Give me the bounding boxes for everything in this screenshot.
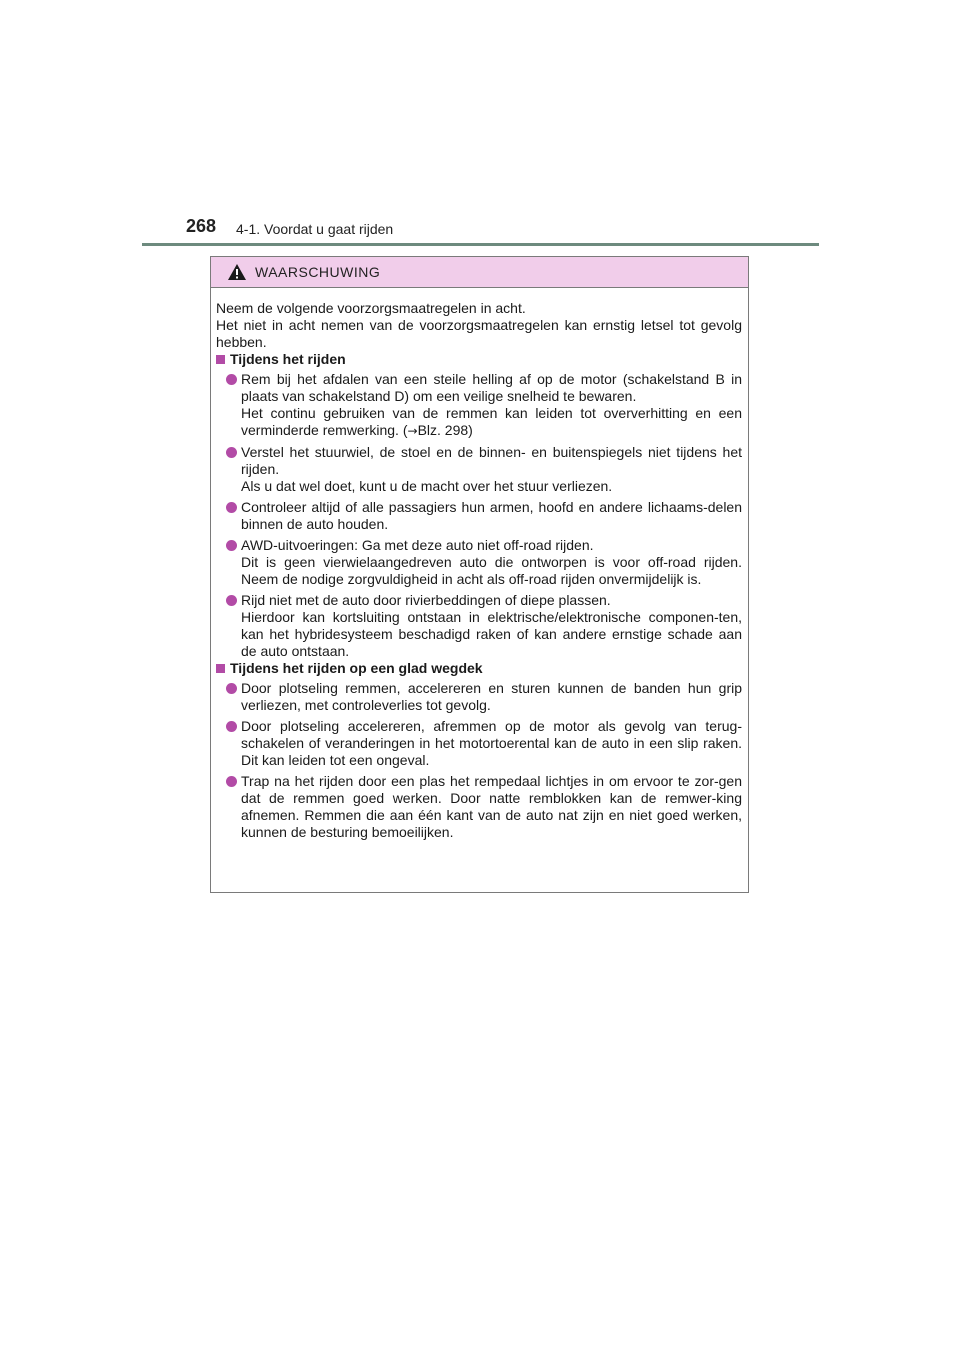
section-heading (216, 660, 742, 677)
item-text: AWD-uitvoeringen: Ga met deze auto niet off-road rijden. (241, 537, 594, 553)
square-bullet-icon (216, 664, 225, 673)
list-item (216, 371, 742, 440)
list-item (216, 718, 742, 769)
page-number: 268 (186, 216, 217, 236)
item-text: Als u dat wel doet, kunt u de macht over het stuur verliezen. (241, 478, 613, 494)
section-heading-text: Tijdens het rijden (230, 351, 346, 367)
item-text: Verstel het stuurwiel, de stoel en de binnen- en buitenspiegels niet tijdens het rijden. (241, 444, 742, 477)
section-heading (216, 351, 742, 368)
item-text: Controleer altijd of alle passagiers hun armen, hoofd en andere lichaams-delen binnen de auto houden. (241, 499, 742, 532)
warning-intro-line: Het niet in acht nemen van de voorzorgsmaatregelen kan ernstig letsel tot gevolg hebben. (216, 317, 742, 350)
bullet-dot-icon (226, 540, 237, 551)
item-text-prefix: Het continu gebruiken van de remmen kan leiden tot oververhitting en een verminderde remwerking. ( (241, 405, 742, 438)
bullet-dot-icon (226, 776, 237, 787)
warning-body (211, 288, 748, 841)
item-text: Hierdoor kan kortsluiting ontstaan in elektrische/elektronische componen-ten, kan het hybridesysteem beschadigd raken of kan andere ernstige schade aan de auto ontstaan. (241, 609, 742, 659)
warning-label: WAARSCHUWING (255, 264, 381, 280)
list-item (216, 444, 742, 495)
arrow-right-icon: → (407, 424, 418, 438)
warning-box (210, 256, 749, 893)
list-item (216, 537, 742, 588)
item-text: Dit is geen vierwielaangedreven auto die ontworpen is voor off-road rijden. Neem de nodige zorgvuldigheid in acht als off-road rijden onvermijdelijk is. (241, 554, 742, 587)
warning-intro-line: Neem de volgende voorzorgsmaatregelen in acht. (216, 300, 526, 316)
bullet-dot-icon (226, 502, 237, 513)
list-item (216, 680, 742, 714)
list-item (216, 499, 742, 533)
list-item (216, 773, 742, 841)
bullet-dot-icon (226, 595, 237, 606)
warning-header (211, 257, 748, 288)
item-text: Rijd niet met de auto door rivierbeddingen of diepe plassen. (241, 592, 611, 608)
bullet-dot-icon (226, 683, 237, 694)
bullet-dot-icon (226, 374, 237, 385)
item-text: Door plotseling accelereren, afremmen op de motor als gevolg van terug-schakelen of veranderingen in het motortoerental kan de auto in een slip raken. Dit kan leiden tot een ongeval. (241, 718, 742, 768)
item-text: Rem bij het afdalen van een steile helling af op de motor (schakelstand B in plaats van schakelstand D) om een veilige snelheid te bewaren. (241, 371, 742, 404)
section-title: 4-1. Voordat u gaat rijden (236, 221, 394, 237)
bullet-dot-icon (226, 721, 237, 732)
item-text: Door plotseling remmen, accelereren en sturen kunnen de banden hun grip verliezen, met controleverlies tot gevolg. (241, 680, 742, 713)
page-reference: Blz. 298) (417, 422, 473, 438)
section-heading-text: Tijdens het rijden op een glad wegdek (230, 660, 483, 676)
list-item (216, 592, 742, 660)
square-bullet-icon (216, 355, 225, 364)
header-divider (142, 243, 819, 246)
item-text (241, 405, 742, 440)
bullet-dot-icon (226, 447, 237, 458)
item-text: Trap na het rijden door een plas het rempedaal lichtjes in om ervoor te zor-gen dat de remmen goed werken. Door natte remblokken kan de remwer-king afnemen. Remmen die aan één kant van de auto nat zijn en niet goed werken, kunnen de besturing bemoeilijken. (241, 773, 742, 840)
warning-triangle-icon (227, 263, 247, 281)
